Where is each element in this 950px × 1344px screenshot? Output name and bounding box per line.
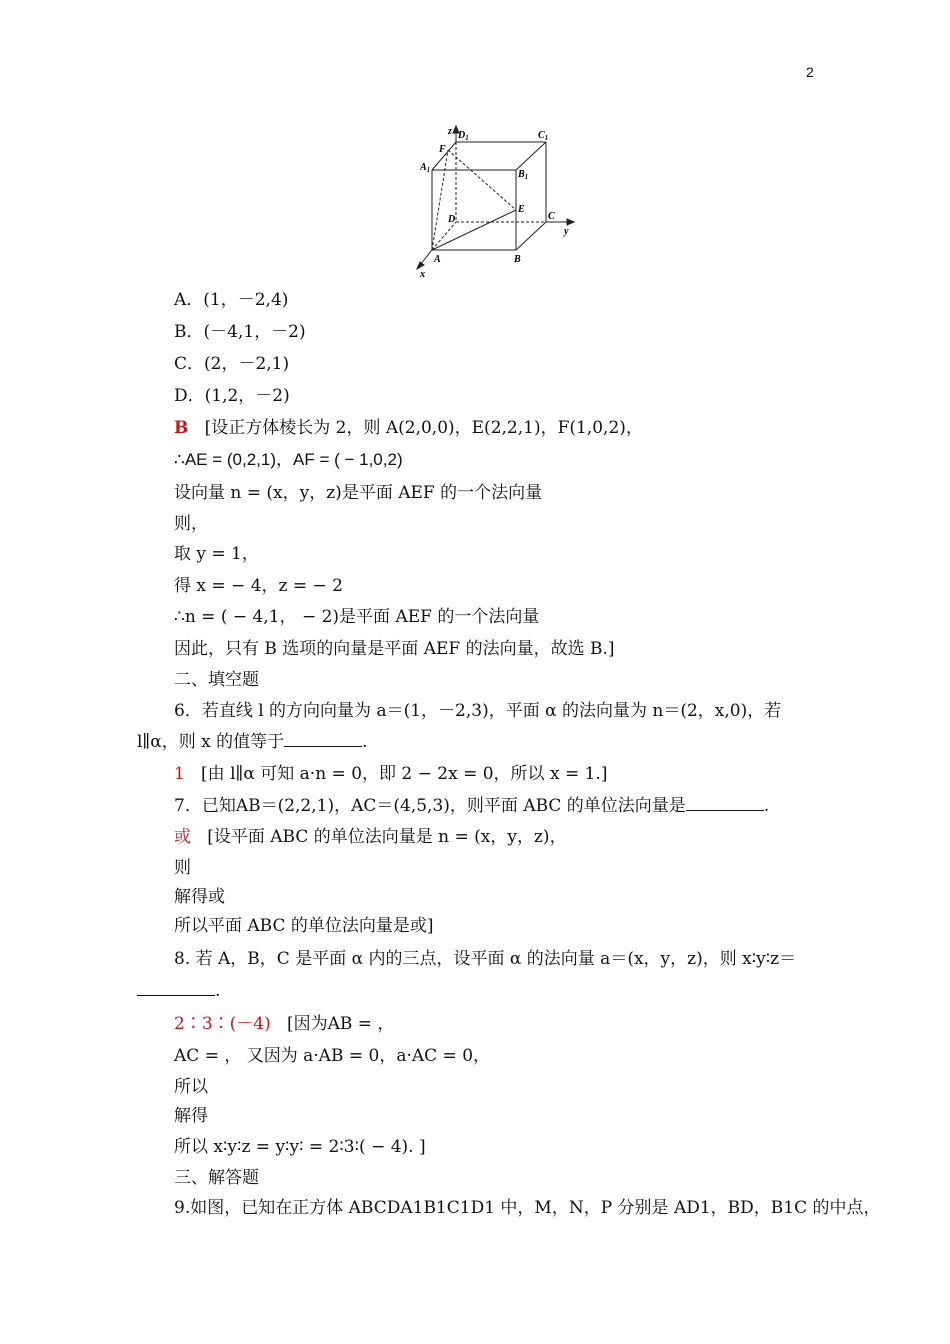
- label-a: A: [434, 254, 441, 265]
- option-d: D．(1,2，－2): [174, 386, 290, 406]
- label-d: D: [448, 214, 456, 225]
- cube-figure: [412, 122, 582, 282]
- q8-solution-line3: 所以: [174, 1077, 208, 1097]
- section-answer-heading: 三、解答题: [174, 1168, 259, 1188]
- q8-solution-line2: AC = ， 又因为 a·AB = 0，a·AC = 0，: [174, 1046, 491, 1066]
- q5-answer: B: [174, 418, 189, 438]
- label-z: z: [448, 126, 452, 137]
- q8-solution-line4: 解得: [174, 1106, 208, 1126]
- q7-solution-line1: 或 [设平面 ABC 的单位法向量是 n = (x，y，z)，: [174, 827, 567, 847]
- q7-blank: [686, 796, 764, 811]
- q6-line2: l∥α，则 x 的值等于 .: [137, 732, 368, 752]
- q6-blank: [284, 732, 362, 747]
- option-a: A．(1，－2,4): [174, 290, 289, 310]
- q5-solution-line3: 设向量 n = (x，y，z)是平面 AEF 的一个法向量: [174, 483, 543, 503]
- q5-solution-line2: ∴AE = (0,2,1)，AF = ( − 1,0,2): [174, 450, 403, 469]
- q7-answer: 或: [174, 827, 191, 847]
- q5-solution-line4: 则，: [174, 514, 208, 534]
- label-b: B: [514, 254, 521, 265]
- label-y: y: [564, 226, 569, 237]
- q5-solution-line8: 因此，只有 B 选项的向量是平面 AEF 的法向量，故选 B.]: [174, 639, 615, 659]
- q8-line1: 8. 若 A，B，C 是平面 α 内的三点，设平面 α 的法向量 a＝(x，y，z)，则 x∶y∶z＝: [174, 949, 797, 969]
- label-b1: $B_1$: [518, 169, 529, 181]
- option-c: C．(2，－2,1): [174, 354, 290, 374]
- q7-solution-line3: 解得或: [174, 887, 225, 907]
- label-f: F: [439, 144, 446, 155]
- q5-solution-line5: 取 y = 1，: [174, 544, 259, 564]
- q7-solution-line2: 则: [174, 858, 191, 878]
- q5-solution-line1: B [设正方体棱长为 2，则 A(2,0,0)，E(2,2,1)，F(1,0,2)，: [174, 418, 643, 438]
- label-c1: $C_1$: [538, 130, 549, 142]
- q8-answer: 2∶3∶(－4): [174, 1014, 271, 1034]
- q8-line2: .: [137, 980, 220, 1002]
- q7-solution-line4: 所以平面 ABC 的单位法向量是或]: [174, 916, 434, 936]
- label-c: C: [548, 211, 555, 222]
- q5-solution-line6: 得 x = − 4，z = − 2: [174, 576, 343, 596]
- q6-solution: 1 [由 l∥α 可知 a·n = 0，即 2 − 2x = 0，所以 x = 1.]: [174, 764, 608, 784]
- q8-solution-line1: 2∶3∶(－4) [因为AB = ，: [174, 1014, 395, 1034]
- cube-diagram: [412, 122, 582, 282]
- q8-blank: [137, 981, 215, 996]
- section-fill-in-heading: 二、填空题: [174, 670, 259, 690]
- q6-answer: 1: [174, 764, 185, 784]
- label-x: x: [420, 269, 425, 280]
- q7-line1: 7．已知AB＝(2,2,1)，AC＝(4,5,3)，则平面 ABC 的单位法向量是 .: [174, 796, 770, 816]
- label-a1: $A_1$: [420, 162, 431, 174]
- label-d1: $D_1$: [458, 130, 469, 142]
- label-e: E: [518, 204, 525, 215]
- q9-line1: 9.如图，已知在正方体 ABCDA1B1C1D1 中，M，N，P 分别是 AD1，BD，B1C 的中点，: [174, 1198, 881, 1218]
- q5-solution-line7: ∴n = ( − 4,1， − 2)是平面 AEF 的一个法向量: [174, 607, 540, 627]
- option-b: B．(－4,1，－2): [174, 322, 306, 342]
- page-number: 2: [806, 64, 814, 80]
- q6-line1: 6．若直线 l 的方向向量为 a＝(1，－2,3)，平面 α 的法向量为 n＝(2，x,0)，若: [174, 701, 782, 721]
- q8-solution-line5: 所以 x∶y∶z = y∶y∶ = 2∶3∶( − 4). ]: [174, 1137, 426, 1157]
